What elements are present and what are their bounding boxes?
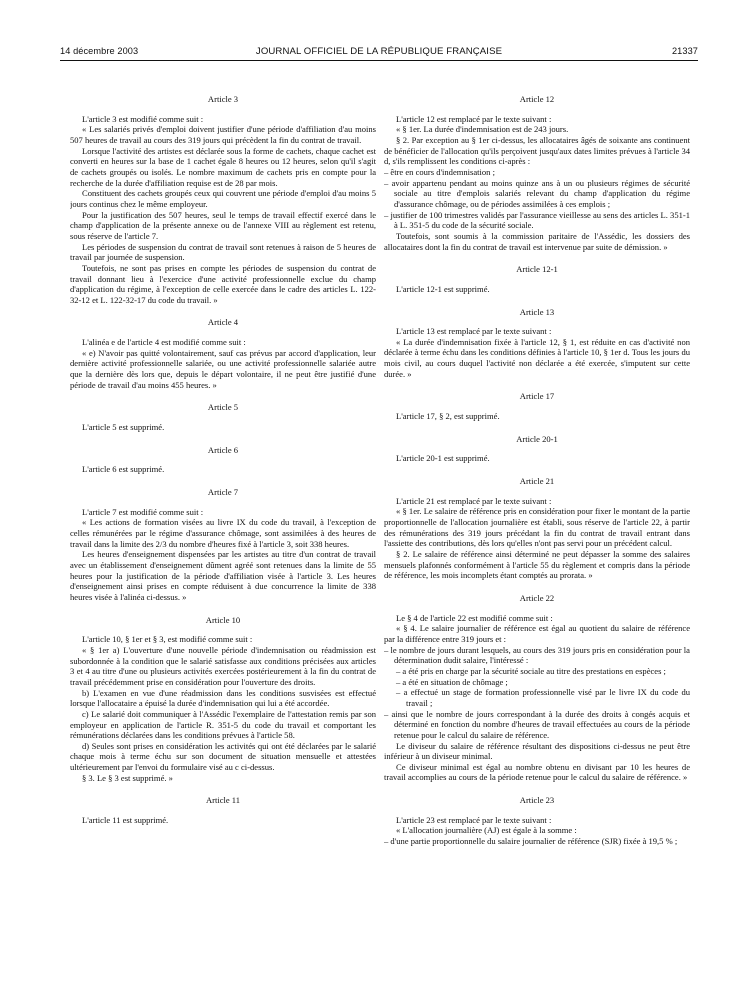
sub-list [384, 666, 690, 709]
article-title: Article 17 [519, 391, 555, 402]
article-title: Article 5 [207, 402, 239, 413]
article-intro: L'article 12 est remplacé par le texte suivant : [396, 113, 552, 124]
article-intro: L'article 3 est modifié comme suit : [82, 113, 204, 124]
paragraph: « § 1er a) L'ouverture d'une nouvelle période d'indemnisation ou réadmission est subordonnée à la condition que le salarié satisfasse aux conditions précisées aux articles 3 et 4 au titre d'une ou plusieurs activités exercées postérieurement à la fin du contrat de travail précédemment prise en considération pour l'ouverture des droits. [70, 644, 376, 687]
article-intro: L'article 13 est remplacé par le texte suivant : [396, 326, 552, 337]
header-page-number: 21337 [671, 46, 698, 56]
list-item: – le nombre de jours durant lesquels, au cours des 319 jours pris en considération pour la détermination dudit salaire, l'intéressé : [384, 645, 690, 666]
calculation-list-continued [384, 709, 690, 741]
paragraph: c) Le salarié doit communiquer à l'Assédic l'exemplaire de l'attestation remis par son employeur en application de l'article R. 351-5 du code du travail et comportant les rémunérations déclarées dans les conditions prévues à l'article 58. [70, 708, 376, 741]
paragraph: « Les salariés privés d'emploi doivent justifier d'une période d'affiliation d'au moins 507 heures de travail au cours des 319 jours qui précèdent la fin du contrat de travail. [70, 124, 376, 145]
list-item: – avoir appartenu pendant au moins quinze ans à un ou plusieurs régimes de sécurité sociale au titre d'emplois salariés relevant du champ d'application du régime d'assurance chômage, ou de périodes assimilées à ces emplois ; [384, 178, 690, 210]
article-intro: L'article 21 est remplacé par le texte suivant : [396, 495, 552, 506]
header-rule [60, 60, 698, 61]
article-title: Article 6 [207, 444, 239, 455]
paragraph: b) L'examen en vue d'une réadmission dans les conditions susvisées est effectué lorsque l'allocataire a épuisé la durée d'indemnisation qui lui a été accordée. [70, 687, 376, 709]
list-item: – d'une partie proportionnelle du salaire journalier de référence (SJR) fixée à 19,5 % ; [384, 836, 690, 847]
paragraph: L'article 17, § 2, est supprimé. [396, 411, 500, 422]
article-title: Article 12-1 [516, 264, 558, 275]
paragraph: « L'allocation journalière (AJ) est égale à la somme : [396, 825, 577, 836]
paragraph: L'article 12-1 est supprimé. [396, 283, 490, 294]
paragraph: Le diviseur du salaire de référence résultant des dispositions ci-dessus ne peut être inférieur à un diviseur minimal. [384, 740, 690, 762]
article-title: Article 21 [519, 476, 555, 487]
paragraph: « § 1er. La durée d'indemnisation est de 243 jours. [396, 124, 569, 135]
article-title: Article 4 [207, 317, 239, 328]
paragraph: Pour la justification des 507 heures, seul le temps de travail effectif exercé dans le champ d'application de la présente annexe ou de l'annexe VIII au règlement est retenu, sous réserve de l'article 7. [70, 209, 376, 241]
calculation-list [384, 645, 690, 666]
paragraph: Les périodes de suspension du contrat de travail sont retenues à raison de 5 heures de travail par journée de suspension. [70, 241, 376, 263]
paragraph: « Les actions de formation visées au livre IX du code du travail, à l'exception de celles rémunérées par le régime d'assurance chômage, sont assimilées à des heures de travail dans la limite des 2/3 du nombre d'heures fixé à l'article 3, soit 338 heures. [70, 517, 376, 549]
sub-list-item: – a été pris en charge par la sécurité sociale au titre des prestations en espèces ; [384, 666, 690, 677]
paragraph: Les heures d'enseignement dispensées par les artistes au titre d'un contrat de travail avec un établissement d'enseignement dûment agréé sont retenues dans la limite de 55 heures pour la justification de la période d'affiliation visée à l'article 3. Les heures d'enseignement ainsi prises en compte réduisent à due concurrence la limite de 338 heures visée à l'alinéa ci-dessus. » [70, 549, 376, 602]
article-title: Article 22 [519, 592, 555, 603]
article-intro: L'article 23 est remplacé par le texte suivant : [396, 814, 552, 825]
article-title: Article 10 [205, 614, 241, 625]
paragraph: « e) N'avoir pas quitté volontairement, sauf cas prévus par accord d'application, leur dernière activité professionnelle salariée, ou une activité professionnelle salariée autre que la dernière dès lors que, depuis le départ volontaire, il ne peut être justifié d'une période de travail d'au moins 455 heures. » [70, 347, 376, 390]
list-item: – ainsi que le nombre de jours correspondant à la durée des droits à congés acquis et déterminé en fonction du nombre d'heures de travail effectuées au cours de la période retenue pour le calcul du salaire de référence. [384, 709, 690, 741]
article-title: Article 11 [205, 795, 241, 806]
article-title: Article 12 [519, 94, 555, 104]
list-item: – être en cours d'indemnisation ; [384, 167, 690, 178]
article-intro: Le § 4 de l'article 22 est modifié comme suit : [396, 612, 553, 623]
paragraph: Toutefois, ne sont pas prises en compte les périodes de suspension du contrat de travail donnant lieu à l'exercice d'une activité professionnelle exclue du champ d'application du régime, à l'exception de celle exercée dans le cadre des articles L. 122-32-12 et L. 122-32-17 du code du travail. » [70, 262, 376, 305]
article-title: Article 7 [207, 487, 239, 498]
header-journal-title: JOURNAL OFFICIEL DE LA RÉPUBLIQUE FRANÇAISE [255, 46, 503, 57]
article-title: Article 20-1 [516, 433, 558, 444]
right-column [384, 90, 690, 970]
paragraph: L'article 20-1 est supprimé. [396, 453, 490, 464]
paragraph: L'article 11 est supprimé. [82, 815, 169, 826]
article-intro: L'alinéa e de l'article 4 est modifié comme suit : [82, 337, 246, 348]
paragraph: d) Seules sont prises en considération les activités qui ont été déclarées par le salarié chaque mois à terme échu sur son document de situation mensuelle et attestées ultérieurement par l'envoi du formulaire visé au c ci-dessus. [70, 740, 376, 773]
paragraph: « La durée d'indemnisation fixée à l'article 12, § 1, est réduite en cas d'activité non déclarée à terme échu dans les conditions définies à l'article 10, § 1er d. Tous les jours du mois civil, au cours duquel l'activité non déclarée a été exercée, s'imputent sur cette durée. » [384, 336, 690, 379]
sub-list-item: – a été en situation de chômage ; [384, 677, 690, 688]
paragraph: Lorsque l'activité des artistes est déclarée sous la forme de cachets, chaque cachet est converti en heures sur la base de 1 cachet égale 8 heures ou 12 heures, selon qu'il s'agit de cachets groupés ou isolés. Le nombre maximum de cachets pris en compte pour la recherche de la durée d'affiliation requise est de 28 par mois. [70, 145, 376, 188]
left-column [70, 90, 376, 970]
condition-list [384, 167, 690, 231]
paragraph: Constituent des cachets groupés ceux qui couvrent une période d'emploi d'au moins 5 jours continus chez le même employeur. [70, 188, 376, 209]
article-title: Article 3 [207, 94, 239, 104]
paragraph: Ce diviseur minimal est égal au nombre obtenu en divisant par 10 les heures de travail accomplies au cours de la période retenue pour le calcul du salaire de référence. » [384, 761, 690, 783]
paragraph: « § 1er. Le salaire de référence pris en considération pour fixer le montant de la partie proportionnelle de l'allocation journalière est établi, sous réserve de l'article 22, à partir des rémunérations des 319 jours précédant la fin du contrat de travail entrant dans l'assiette des contributions, dès lors qu'elles n'ont pas servi pour un précédent calcul. [384, 506, 690, 549]
page-header [60, 46, 698, 60]
paragraph: Toutefois, sont soumis à la commission paritaire de l'Assédic, les dossiers des allocataires dont la fin du contrat de travail est intervenue par suite de démission. » [384, 230, 690, 252]
paragraph: L'article 6 est supprimé. [82, 464, 165, 475]
article-intro: L'article 7 est modifié comme suit : [82, 506, 204, 517]
article-intro: L'article 10, § 1er et § 3, est modifié comme suit : [82, 634, 253, 645]
paragraph: « § 4. Le salaire journalier de référence est égal au quotient du salaire de référence par la différence entre 319 jours et : [384, 623, 690, 644]
paragraph: § 2. Le salaire de référence ainsi déterminé ne peut dépasser la somme des salaires mensuels plafonnés conformément à l'article 55 du règlement et compris dans la période de référence, les mois incomplets étant comptés au prorata. » [384, 549, 690, 581]
article-title: Article 23 [519, 795, 555, 806]
list-item: – justifier de 100 trimestres validés par l'assurance vieillesse au sens des articles L. 351-1 à L. 351-5 du code de la sécurité sociale. [384, 210, 690, 231]
allocation-list [384, 836, 690, 847]
paragraph: § 3. Le § 3 est supprimé. » [82, 772, 173, 783]
paragraph: L'article 5 est supprimé. [82, 422, 165, 433]
sub-list-item: – a effectué un stage de formation professionnelle visé par le livre IX du code du travail ; [384, 687, 690, 708]
paragraph: § 2. Par exception au § 1er ci-dessus, les allocataires âgés de soixante ans continuent de bénéficier de l'allocation qu'ils perçoivent jusqu'aux dates limites prévues à l'article 34 d, s'ils remplissent les conditions ci-après : [384, 134, 690, 167]
header-date: 14 décembre 2003 [60, 46, 139, 56]
article-title: Article 13 [519, 306, 555, 317]
